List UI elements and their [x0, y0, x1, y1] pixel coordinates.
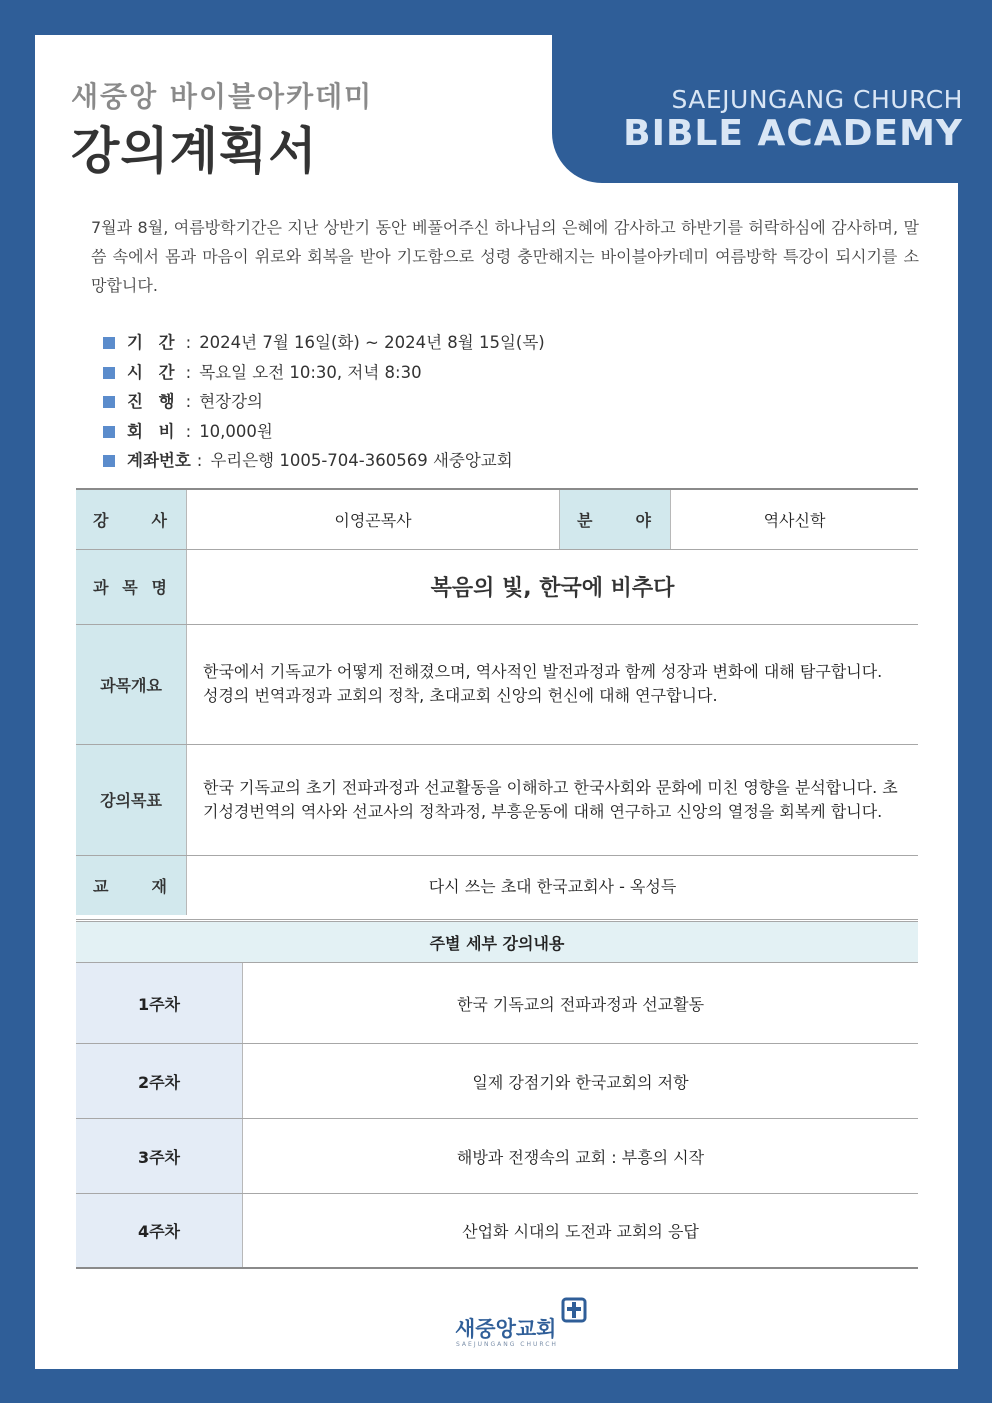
table-row	[76, 549, 918, 624]
goal-label: 강의목표	[76, 744, 187, 855]
info-list	[103, 328, 545, 476]
week-topic: 산업화 시대의 도전과 교회의 응답	[243, 1194, 919, 1268]
course-info-table	[76, 488, 918, 915]
info-label: 진 행	[127, 392, 180, 411]
square-bullet-icon	[103, 337, 115, 349]
course-name-value: 복음의 빛, 한국에 비추다	[187, 549, 919, 624]
info-label: 기 간	[127, 333, 180, 352]
square-bullet-icon	[103, 455, 115, 467]
info-value: 2024년 7월 16일(화) ~ 2024년 8월 15일(목)	[199, 333, 545, 352]
square-bullet-icon	[103, 367, 115, 379]
table-row	[76, 1119, 918, 1194]
logo-english-name: SAEJUNGANG CHURCH	[456, 1341, 558, 1348]
instructor-label: 강 사	[76, 489, 187, 549]
info-value: 목요일 오전 10:30, 저녁 8:30	[199, 362, 422, 382]
church-cross-logo-icon	[561, 1297, 587, 1323]
info-item-format: 진 행 : 현장강의	[103, 387, 545, 417]
field-label: 분 야	[560, 489, 671, 549]
week-label: 4주차	[76, 1194, 243, 1268]
square-bullet-icon	[103, 426, 115, 438]
document-page	[35, 35, 963, 1369]
logo-church-name: 새중앙교회	[455, 1317, 557, 1341]
info-item-account: 계좌번호 : 우리은행 1005-704-360569 새중앙교회	[103, 446, 545, 476]
english-org-name: SAEJUNGANG CHURCH	[671, 85, 963, 114]
header-tab	[552, 35, 963, 183]
info-label: 시 간	[127, 362, 180, 382]
goal-value: 한국 기독교의 초기 전파과정과 선교활동을 이해하고 한국사회와 문화에 미친 영향을 분석합니다. 초기성경번역의 역사와 선교사의 정착과정, 부흥운동에 대해 연구하고 신앙의 열정을 회복케 합니다.	[187, 744, 919, 855]
table-row	[76, 1044, 918, 1119]
course-name-label: 과 목 명	[76, 549, 187, 624]
document-title: 강의계획서	[71, 122, 318, 180]
table-row	[76, 624, 918, 744]
table-row	[76, 489, 918, 549]
week-label: 3주차	[76, 1119, 243, 1194]
week-topic: 한국 기독교의 전파과정과 선교활동	[243, 963, 919, 1044]
info-value: 현장강의	[199, 392, 263, 411]
info-label: 회 비	[127, 421, 180, 441]
week-label: 2주차	[76, 1044, 243, 1119]
church-logo	[455, 1295, 585, 1355]
field-value: 역사신학	[671, 489, 919, 549]
instructor-value: 이영곤목사	[187, 489, 560, 549]
info-value: 10,000원	[199, 421, 273, 441]
info-item-period: 기 간 : 2024년 7월 16일(화) ~ 2024년 8월 15일(목)	[103, 328, 545, 358]
textbook-value: 다시 쓰는 초대 한국교회사 - 옥성득	[428, 876, 677, 896]
week-topic: 일제 강점기와 한국교회의 저항	[243, 1044, 919, 1119]
info-label: 계좌번호	[127, 451, 191, 470]
intro-paragraph: 7월과 8월, 여름방학기간은 지난 상반기 동안 베풀어주신 하나님의 은혜에 감사하고 하반기를 허락하심에 감사하며, 말씀 속에서 몸과 마음이 위로와 회복을 받아 기도함으로 성령 충만해지는 바이블아카데미 여름방학 특강이 되시기를 소망합니다.	[91, 218, 919, 295]
week-topic: 해방과 전쟁속의 교회 : 부흥의 시작	[243, 1119, 919, 1194]
info-item-fee: 회 비 : 10,000원	[103, 417, 545, 447]
overview-label: 과목개요	[76, 624, 187, 744]
info-value: 우리은행 1005-704-360569 새중앙교회	[210, 451, 513, 470]
weekly-schedule-table	[76, 919, 918, 1269]
table-row	[76, 1194, 918, 1268]
table-row	[76, 963, 918, 1044]
english-program-name: BIBLE ACADEMY	[623, 113, 963, 154]
table-row	[76, 921, 918, 963]
textbook-label: 교 재	[76, 855, 187, 915]
table-row	[76, 744, 918, 855]
weekly-heading: 주별 세부 강의내용	[76, 921, 918, 963]
overview-value: 한국에서 기독교가 어떻게 전해졌으며, 역사적인 발전과정과 함께 성장과 변화에 대해 탐구합니다. 성경의 번역과정과 교회의 정착, 초대교회 신앙의 헌신에 대해 연구합니다.	[187, 624, 919, 744]
document-subtitle: 새중앙 바이블아카데미	[71, 80, 374, 113]
info-item-time: 시 간 : 목요일 오전 10:30, 저녁 8:30	[103, 358, 545, 388]
week-label: 1주차	[76, 963, 243, 1044]
table-row	[76, 855, 918, 915]
square-bullet-icon	[103, 396, 115, 408]
